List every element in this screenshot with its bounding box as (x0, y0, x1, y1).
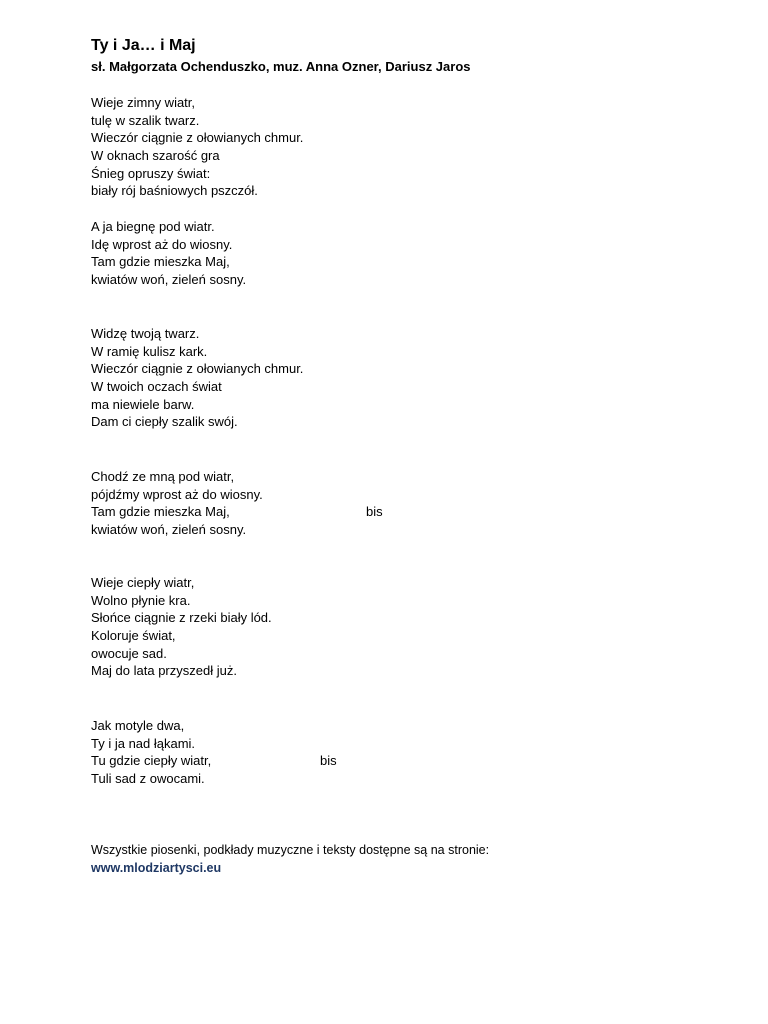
lyric-line-text: Tam gdzie mieszka Maj, (91, 504, 230, 520)
lyric-line: Tam gdzie mieszka Maj, (91, 254, 230, 270)
lyric-line: Śnieg opruszy świat: (91, 165, 211, 181)
lyric-line: Słońce ciągnie z rzeki biały lód. (91, 610, 272, 626)
stanza-5 (91, 574, 511, 680)
lyric-line: Koloruje świat, (91, 628, 176, 644)
lyric-line: Wieczór ciągnie z ołowianych chmur. (91, 130, 304, 146)
lyric-line: kwiatów woń, zieleń sosny. (91, 272, 247, 288)
stanza-1 (91, 94, 511, 200)
lyric-line: Wolno płynie kra. (91, 592, 191, 608)
lyric-line: Ty i ja nad łąkami. (91, 735, 196, 751)
lyric-line: kwiatów woń, zieleń sosny. (91, 522, 247, 538)
stanza-4 (91, 468, 511, 539)
lyric-line: biały rój baśniowych pszczół. (91, 183, 258, 199)
stanza-6 (91, 717, 511, 788)
lyric-line: owocuje sad. (91, 645, 167, 661)
repeat-mark: bis (320, 753, 337, 769)
lyric-line (91, 752, 511, 770)
lyric-line: W oknach szarość gra (91, 148, 220, 164)
lyric-line: Widzę twoją twarz. (91, 326, 200, 341)
website-link[interactable]: www.mlodziartysci.eu (91, 861, 222, 875)
lyric-line: W ramię kulisz kark. (91, 343, 208, 359)
lyric-line: Jak motyle dwa, (91, 718, 185, 733)
song-title: Ty i Ja… i Maj (91, 37, 196, 54)
lyric-line: Dam ci ciepły szalik swój. (91, 414, 238, 430)
lyric-line: ma niewiele barw. (91, 396, 195, 412)
lyric-line: A ja biegnę pod wiatr. (91, 219, 215, 234)
lyric-line: Idę wprost aż do wiosny. (91, 236, 233, 252)
lyric-line: Wieczór ciągnie z ołowianych chmur. (91, 361, 304, 377)
lyric-line: Maj do lata przyszedł już. (91, 663, 237, 679)
repeat-mark: bis (366, 504, 383, 520)
footer-note: Wszystkie piosenki, podkłady muzyczne i teksty dostępne są na stronie: (91, 843, 490, 857)
lyric-line (91, 503, 511, 521)
lyric-line-text: Tu gdzie ciepły wiatr, (91, 753, 212, 769)
lyric-line: tulę w szalik twarz. (91, 112, 200, 128)
lyric-line: W twoich oczach świat (91, 379, 222, 395)
lyric-line: pójdźmy wprost aż do wiosny. (91, 486, 263, 502)
song-credits: sł. Małgorzata Ochenduszko, muz. Anna Ozner, Dariusz Jaros (91, 59, 471, 74)
lyric-line: Tuli sad z owocami. (91, 771, 205, 787)
lyric-line: Wieje zimny wiatr, (91, 95, 196, 110)
stanza-3 (91, 325, 511, 431)
stanza-2 (91, 218, 511, 289)
lyric-line: Wieje ciepły wiatr, (91, 575, 195, 590)
lyric-line: Chodź ze mną pod wiatr, (91, 469, 235, 484)
